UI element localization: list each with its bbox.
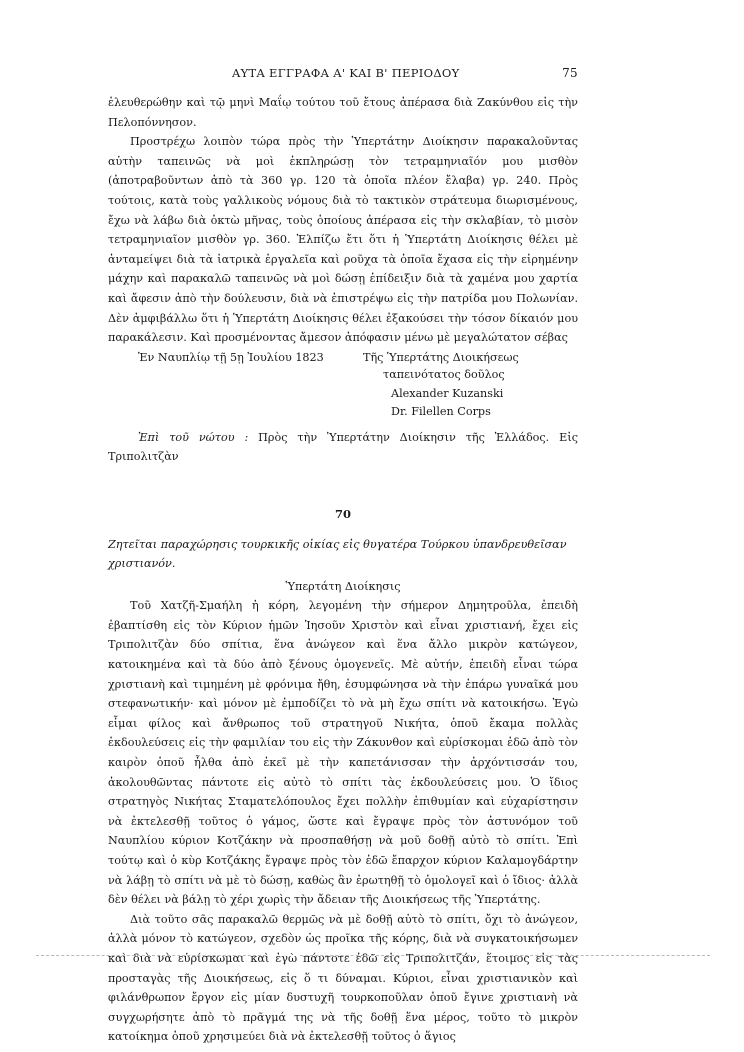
endorsement [108, 428, 578, 467]
page-body [108, 93, 578, 1047]
endorsement-text: Πρὸς τὴν Ὑπερτάτην Διοίκησιν τῆς Ἑλλάδος. Εἰς Τριπολιτζὰν [108, 430, 578, 464]
header-title: ΑΥΤΑ ΕΓΓΡΑΦΑ Α' ΚΑΙ Β' ΠΕΡΙΟΔΟΥ [232, 66, 460, 80]
closing-line-1: Τῆς Ὑπερτάτης Διοικήσεως [363, 350, 519, 364]
document-number: 70 [334, 506, 351, 521]
signature-name: Alexander Kuzanski [391, 386, 504, 400]
letter2-paragraph-2: Διὰ τοῦτο σᾶς παρακαλῶ θερμῶς νὰ μὲ δοθῇ αὐτὸ τὸ σπίτι, ὄχι τὸ ἀνώγεον, ἀλλὰ μόνον τὸ κατώγεον, σχεδὸν ὡς προῖκα τῆς κόρης, διὰ νὰ συγκατοικήσωμεν καὶ διὰ νὰ εὑρίσκωμαι καὶ ἐγὼ πάντοτε ἐδῶ εἰς Τριπολιτζάν, ἕτοιμος εἰς τὰς προσταγὰς τῆς Διοικήσεως, εἰς ὅ τι δύναμαι. Κύριοι, εἶναι χριστιανικὸν καὶ φιλάνθρωπον ἔργον εἰς μίαν δυστυχῆ τουρκοποῦλαν ὁποῦ ἔγινε χριστιανὴ νὰ συγχωρήσητε ἀπὸ τὸ πρᾶγμά της νὰ τῆς δοθῇ ἕνα μέρος, τοῦτο τὸ μικρὸν κατοίκημα ὁποῦ χρησιμεύει διὰ νὰ ἐκτελεσθῇ τοῦτος ὁ ἅγιος [108, 912, 578, 1044]
bottom-rule-middle [300, 955, 470, 956]
letter-continuation: ἐλευθερώθην καὶ τῷ μηνὶ Μαΐῳ τούτου τοῦ ἔτους ἀπέρασα διὰ Ζακύνθου εἰς τὴν Πελοπόννησον. [108, 96, 578, 129]
addressee: Ὑπερτάτη Διοίκησις [285, 579, 401, 593]
bottom-rule-right [510, 955, 710, 956]
place-date: Ἐν Ναυπλίῳ τῇ 5ῃ Ἰουλίου 1823 [138, 350, 324, 364]
letter2-paragraph-1: Τοῦ Χατζῆ-Σμαήλη ἡ κόρη, λεγομένη τὴν σήμερον Δημητροῦλα, ἐπειδὴ ἐβαπτίσθη εἰς τὸν Κύριον ἡμῶν Ἰησοῦν Χριστὸν καὶ εἶναι χριστιανή, ἔχει εἰς Τριπολιτζὰν δύο σπίτια, ἕνα ἀνώγεον καὶ ἕνα ἄλλο μικρὸν κατώγεον, κατοικημένα καὶ τὰ δύο ἀπὸ ξένους ὁμογενεῖς. Μὲ αὐτήν, ἐπειδὴ εἶναι τώρα χριστιανὴ καὶ τιμημένη μὲ φρόνιμα ἤθη, ἐσυμφώνησα νὰ τὴν ἐπάρω γυναῖκά μου στεφανωτικήν· καὶ μόνον μὲ ἐμποδίζει τὸ νὰ μὴ ἔχω σπίτι νὰ κατοικήσω. Ἐγὼ εἶμαι φίλος καὶ ἄνθρωπος τοῦ στρατηγοῦ Νικήτα, ὁποῦ ἔκαμα πολλὰς ἐκδουλεύσεις εἰς τὴν φαμιλίαν του εἰς τὴν Ζάκυνθον καὶ εὑρίσκομαι ἐδῶ ἀπὸ τὸν καιρὸν ὁποῦ ἦλθα ἀπὸ ἐκεῖ μὲ τὴν καπετάνισσαν τὴν ἀρχόντισσάν του, ἀκολουθῶντας πάντοτε εἰς αὐτὸ τὸ σπίτι τὰς ἐκδουλεύσεις μου. Ὁ ἴδιος στρατηγὸς Νικήτας Σταματελόπουλος ἔχει πολλὴν ἐπιθυμίαν καὶ εὐχαρίστησιν νὰ ἐκτελεσθῇ τοῦτος ὁ γάμος, ὥστε καὶ ἔγραψε πρὸς τὸν ἀστυνόμον τοῦ Ναυπλίου κύριον Κοτζάκην νὰ προσπαθήσῃ νὰ μοῦ δοθῇ αὐτὸ τὸ σπίτι. Ἐπὶ τούτῳ καὶ ὁ κὺρ Κοτζάκης ἔγραψε πρὸς τὸν ἐδῶ ἔπαρχον κύριον Καλαμογδάρτην νὰ λάβῃ τὸ σπίτι νὰ μὲ τὸ δώσῃ, καθὼς ἂν ἐρωτηθῇ τὸ ὁμολογεῖ καὶ ὁ ἴδιος· ἀλλὰ δὲν θέλει νὰ βάλῃ τὸ χέρι χωρὶς τὴν ἄδειαν τῆς Διοικήσεως τῆς Ὑπερτάτης. [108, 599, 578, 907]
closing-line-2: ταπεινότατος δοῦλος [383, 367, 505, 381]
endorsement-label: Ἐπὶ τοῦ νώτου : [138, 430, 249, 444]
page-number: 75 [562, 66, 578, 80]
document-summary: Ζητεῖται παραχώρησις τουρκικῆς οἰκίας εἰς θυγατέρα Τούρκου ὑπανδρευθεῖσαν χριστιανόν. [108, 537, 567, 571]
letter-paragraph: Προστρέχω λοιπὸν τώρα πρὸς τὴν Ὑπερτάτην Διοίκησιν παρακαλοῦντας αὐτὴν ταπεινῶς νὰ μοὶ ἐκπληρώσῃ τὸν τετραμηνιαῖόν μου μισθὸν (ἀποτραβοῦντων ἀπὸ τὰ 360 γρ. 120 τὰ ὁποῖα πλέον ἔλαβα) γρ. 240. Πρὸς τούτοις, κατὰ τοὺς γαλλικοὺς νόμους διὰ τὸ τακτικὸν στράτευμα διωρισμένους, ἔχω νὰ λάβω διὰ ὀκτὼ μῆνας, τοὺς ὁποίους ἀπέρασα εἰς τὴν σκλαβίαν, τὸ μισὸν τετραμηνιαῖον μισθὸν γρ. 360. Ἐλπίζω ἔτι ὅτι ἡ Ὑπερτάτη Διοίκησις θέλει μὲ ἀνταμείψει διὰ τὰ ἰατρικὰ ἐργαλεῖα καὶ ροῦχα τὰ ὁποῖα ἔχασα εἰς τὴν εἰρημένην μάχην καὶ παρακαλῶ ταπεινῶς νὰ μοὶ δώσῃ ἐπίδειξιν διὰ τὰ χαμένα μου χαρτία καὶ ἄφεσιν ἀπὸ τὴν δούλευσιν, διὰ νὰ ἐπιστρέψω εἰς τὴν πατρίδα μου Πολωνίαν. Δὲν ἀμφιβάλλω ὅτι ἡ Ὑπερτάτη Διοίκησις θέλει ἐξακούσει τὴν τόσον δίκαιόν μου παρακάλεσιν. Καὶ προσμένοντας ἄμεσον ἀπόφασιν μένω μὲ μεγαλώτατον σέβας [108, 135, 578, 345]
signature-block [108, 348, 578, 416]
signature-title: Dr. Filellen Corps [391, 404, 491, 418]
bottom-rule-left [36, 955, 266, 956]
